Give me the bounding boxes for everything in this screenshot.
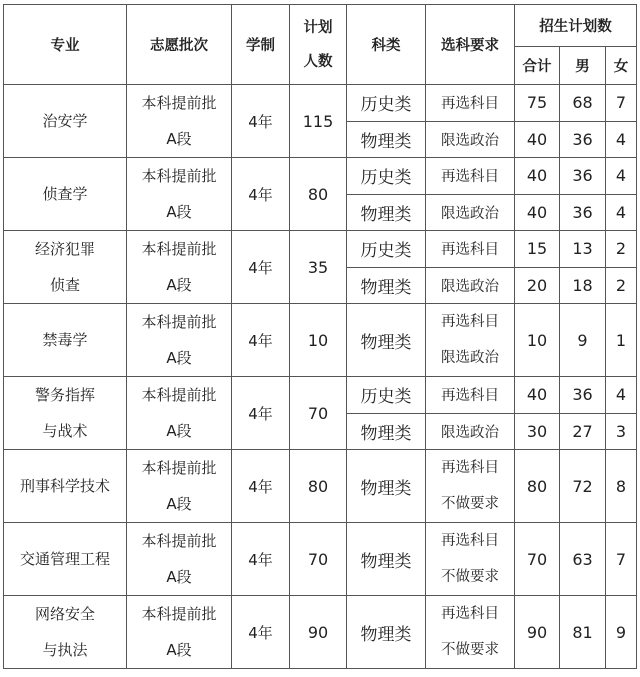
batch-cell: [127, 85, 232, 158]
major-name: 与执法: [42, 641, 88, 659]
batch-line: 本科提前批: [141, 459, 217, 477]
years-cell: 4年: [232, 158, 290, 231]
category-cell: 物理类: [347, 450, 426, 523]
male-cell: 27: [560, 413, 606, 450]
male-cell: 36: [560, 377, 606, 414]
header-plan-line: 计划: [303, 19, 333, 36]
table-row: [4, 450, 637, 487]
batch-line: 本科提前批: [141, 605, 217, 623]
header-batch: 志愿批次: [127, 5, 232, 85]
requirement-cell: [426, 523, 515, 596]
female-cell: 9: [606, 596, 637, 669]
major-name: 侦查: [49, 276, 80, 294]
table-row: [4, 231, 637, 268]
requirement-cell: 再选科目: [426, 377, 515, 414]
header-row-1: [4, 5, 637, 47]
requirement-cell: 再选科目: [426, 85, 515, 122]
batch-cell: [127, 231, 232, 304]
batch-line: A段: [166, 568, 192, 586]
category-cell: 历史类: [347, 377, 426, 414]
category-cell: 物理类: [347, 194, 426, 231]
total-cell: 40: [515, 158, 560, 195]
major-name: 治安学: [42, 112, 88, 130]
batch-cell: [127, 158, 232, 231]
category-cell: 物理类: [347, 267, 426, 304]
batch-cell: [127, 377, 232, 450]
major-cell: [4, 523, 127, 596]
total-cell: 20: [515, 267, 560, 304]
total-cell: 10: [515, 304, 560, 377]
requirement-cell: [426, 304, 515, 377]
female-cell: 4: [606, 194, 637, 231]
years-cell: 4年: [232, 304, 290, 377]
years-cell: 4年: [232, 596, 290, 669]
total-cell: 15: [515, 231, 560, 268]
batch-line: 本科提前批: [141, 386, 217, 404]
requirement-cell: [426, 596, 515, 669]
male-cell: 9: [560, 304, 606, 377]
batch-line: A段: [166, 276, 192, 294]
female-cell: 4: [606, 158, 637, 195]
enrollment-plan-table: [3, 4, 637, 669]
batch-cell: [127, 304, 232, 377]
years-cell: 4年: [232, 85, 290, 158]
major-name: 禁毒学: [42, 331, 88, 349]
major-cell: [4, 158, 127, 231]
total-cell: 70: [515, 523, 560, 596]
requirement-line: 不做要求: [441, 496, 499, 512]
requirement-line: 限选政治: [441, 350, 499, 366]
total-cell: 40: [515, 194, 560, 231]
batch-line: 本科提前批: [141, 313, 217, 331]
major-cell: [4, 231, 127, 304]
male-cell: 36: [560, 121, 606, 158]
major-name: 交通管理工程: [19, 550, 110, 568]
header-years: 学制: [232, 5, 290, 85]
category-cell: 物理类: [347, 304, 426, 377]
plan-count-cell: 90: [290, 596, 347, 669]
header-male: 男: [560, 47, 606, 85]
male-cell: 81: [560, 596, 606, 669]
header-category: 科类: [347, 5, 426, 85]
major-name: 与战术: [42, 422, 88, 440]
plan-count-cell: 115: [290, 85, 347, 158]
major-name: 警务指挥: [34, 386, 95, 404]
category-cell: 历史类: [347, 158, 426, 195]
batch-line: A段: [166, 130, 192, 148]
category-cell: 物理类: [347, 596, 426, 669]
requirement-cell: [426, 450, 515, 523]
table-row: [4, 158, 637, 195]
male-cell: 68: [560, 85, 606, 122]
female-cell: 4: [606, 121, 637, 158]
requirement-line: 再选科目: [441, 533, 499, 549]
batch-cell: [127, 523, 232, 596]
male-cell: 63: [560, 523, 606, 596]
header-female: 女: [606, 47, 637, 85]
total-cell: 80: [515, 450, 560, 523]
batch-line: A段: [166, 641, 192, 659]
requirement-line: 不做要求: [441, 569, 499, 585]
category-cell: 物理类: [347, 121, 426, 158]
batch-line: 本科提前批: [141, 532, 217, 550]
table-row: [4, 523, 637, 560]
total-cell: 40: [515, 121, 560, 158]
requirement-cell: 限选政治: [426, 121, 515, 158]
header-major: 专业: [4, 5, 127, 85]
batch-line: A段: [166, 422, 192, 440]
plan-count-cell: 70: [290, 523, 347, 596]
female-cell: 8: [606, 450, 637, 523]
major-cell: [4, 596, 127, 669]
major-name: 刑事科学技术: [19, 477, 110, 495]
major-cell: [4, 85, 127, 158]
category-cell: 物理类: [347, 413, 426, 450]
table-row: [4, 596, 637, 633]
female-cell: 1: [606, 304, 637, 377]
requirement-cell: 限选政治: [426, 267, 515, 304]
female-cell: 7: [606, 523, 637, 596]
female-cell: 7: [606, 85, 637, 122]
plan-count-cell: 10: [290, 304, 347, 377]
table-row: [4, 377, 637, 414]
male-cell: 72: [560, 450, 606, 523]
total-cell: 40: [515, 377, 560, 414]
requirement-cell: 限选政治: [426, 194, 515, 231]
total-cell: 75: [515, 85, 560, 122]
major-name: 网络安全: [34, 605, 95, 623]
plan-count-cell: 70: [290, 377, 347, 450]
requirement-line: 再选科目: [441, 606, 499, 622]
requirement-line: 不做要求: [441, 642, 499, 658]
total-cell: 90: [515, 596, 560, 669]
batch-cell: [127, 450, 232, 523]
requirement-cell: 再选科目: [426, 158, 515, 195]
major-cell: [4, 450, 127, 523]
header-enroll: 招生计划数: [515, 5, 637, 47]
years-cell: 4年: [232, 523, 290, 596]
major-name: 经济犯罪: [34, 240, 95, 258]
table-body: [4, 85, 637, 669]
category-cell: 历史类: [347, 231, 426, 268]
header-total: 合计: [515, 47, 560, 85]
category-cell: 历史类: [347, 85, 426, 122]
female-cell: 4: [606, 377, 637, 414]
years-cell: 4年: [232, 231, 290, 304]
years-cell: 4年: [232, 377, 290, 450]
years-cell: 4年: [232, 450, 290, 523]
batch-cell: [127, 596, 232, 669]
major-name: 侦查学: [42, 185, 88, 203]
plan-count-cell: 80: [290, 158, 347, 231]
batch-line: A段: [166, 203, 192, 221]
batch-line: A段: [166, 495, 192, 513]
header-requirement: 选科要求: [426, 5, 515, 85]
batch-line: 本科提前批: [141, 240, 217, 258]
header-plan: [290, 5, 347, 85]
plan-count-cell: 80: [290, 450, 347, 523]
batch-line: 本科提前批: [141, 167, 217, 185]
male-cell: 13: [560, 231, 606, 268]
table-row: [4, 304, 637, 341]
category-cell: 物理类: [347, 523, 426, 596]
requirement-line: 再选科目: [441, 314, 499, 330]
requirement-cell: 限选政治: [426, 413, 515, 450]
male-cell: 36: [560, 158, 606, 195]
female-cell: 2: [606, 231, 637, 268]
plan-count-cell: 35: [290, 231, 347, 304]
female-cell: 3: [606, 413, 637, 450]
female-cell: 2: [606, 267, 637, 304]
batch-line: A段: [166, 349, 192, 367]
male-cell: 18: [560, 267, 606, 304]
requirement-line: 再选科目: [441, 460, 499, 476]
header-plan-line: 人数: [303, 53, 333, 70]
major-cell: [4, 377, 127, 450]
requirement-cell: 再选科目: [426, 231, 515, 268]
major-cell: [4, 304, 127, 377]
male-cell: 36: [560, 194, 606, 231]
table-row: [4, 85, 637, 122]
total-cell: 30: [515, 413, 560, 450]
batch-line: 本科提前批: [141, 94, 217, 112]
